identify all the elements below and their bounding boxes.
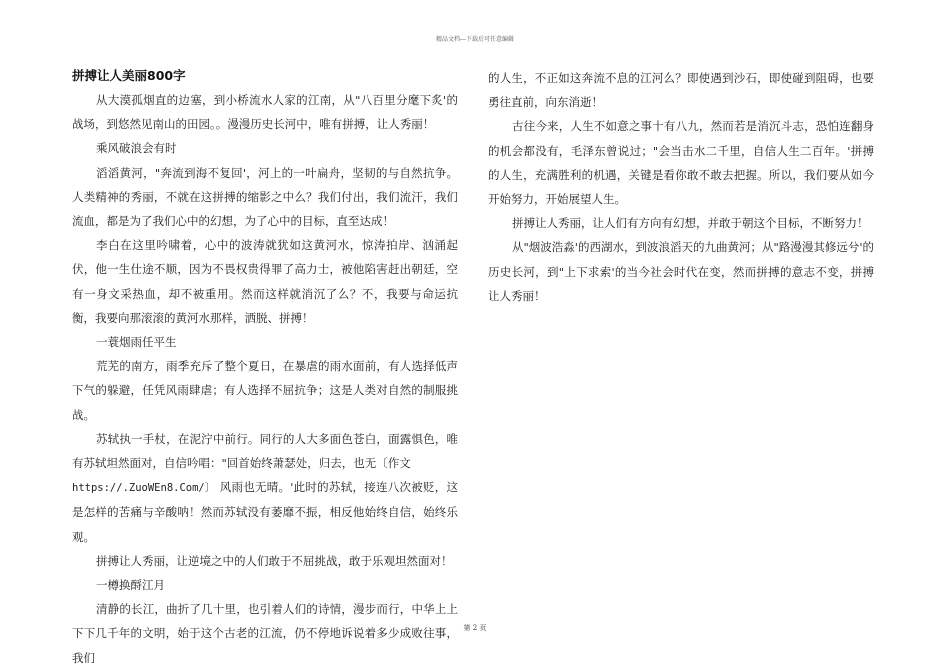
- paragraph: 滔滔黄河，"奔流到海不复回'，河上的一叶扁舟，坚韧的与自然抗争。人类精神的秀丽，不就在这拼搏的缩影之中么？我们付出，我们流汗，我们流血，都是为了我们心中的幻想，为了心中的目标，直至达成！: [72, 165, 458, 229]
- url-text: https://.ZuoWEn8.Com/〕: [72, 482, 216, 495]
- paragraph: 古往今来，人生不如意之事十有八九，然而若是消沉斗志，恐怕连翻身的机会都没有，毛泽东曾说过；"会当击水二千里，自信人生二百年。'拼搏的人生，充满胜利的机遇，关键是看你敢不敢去把握。所以，我们要从如今开始努力，开始展望人生。: [488, 119, 874, 207]
- page-header: 精品文档---下载后可任意编辑: [435, 36, 515, 43]
- paragraph: 拼搏让人秀丽，让人们有方向有幻想，并敢于朝这个目标，不断努力！: [512, 216, 869, 231]
- left-column: [72, 66, 458, 670]
- document-title: 拼搏让人美丽800字: [72, 68, 186, 83]
- paragraph-continued: 的人生，不正如这奔流不息的江河么？即使遇到沙石，即使碰到阻碍，也要勇往直前，向东消逝！: [488, 71, 874, 110]
- page-number: 第 2 页: [463, 624, 487, 632]
- paragraph: 拼搏让人秀丽，让逆境之中的人们敢于不屈挑战，敢于乐观坦然面对！: [96, 553, 453, 568]
- right-column: [488, 66, 874, 308]
- paragraph: 荒芜的南方，雨季充斥了整个夏日，在暴虐的雨水面前，有人选择低声下气的躲避，任凭风雨肆虐；有人选择不屈抗争；这是人类对自然的制服挑战。: [72, 359, 458, 422]
- section-heading: 乘风破浪会有时: [96, 141, 177, 156]
- paragraph-with-url: [72, 427, 458, 549]
- paragraph-text: 风雨也无晴。'此时的苏轼，接连八次被贬，这是怎样的苦痛与辛酸呐！然而苏轼没有萎靡不振，相反他始终自信，始终乐观。: [72, 480, 458, 544]
- section-heading: 一蓑烟雨任平生: [96, 335, 177, 350]
- section-heading: 一樽换酹江月: [96, 578, 165, 593]
- paragraph: 从"烟波浩淼'的西湖水，到波浪滔天的九曲黄河；从"路漫漫其修远兮'的历史长河，到"上下求索'的当今社会时代在变，然而拼搏的意志不变，拼搏让人秀丽！: [488, 240, 874, 303]
- paragraph: 清静的长江，曲折了几十里，也引着人们的诗情，漫步而行，中华上上下下几千年的文明，始于这个古老的江流，仍不停地诉说着多少成败往事，我们: [72, 602, 458, 665]
- paragraph: 李白在这里吟啸着，心中的波涛就犹如这黄河水，惊涛拍岸、汹涌起伏，他一生仕途不顺，因为不畏权贵得罪了高力士，被他陷害赶出朝廷，空有一身文采热血，却不被重用。然而这样就消沉了么？不，我要与命运抗衡，我要向那滚滚的黄河水那样，洒脱、拼搏！: [72, 238, 458, 325]
- paragraph-text: 苏轼执一手杖，在泥泞中前行。同行的人大多面色苍白，面露惧色，唯有苏轼坦然面对，自信吟唱："回首始终萧瑟处，归去，也无〔作文: [72, 431, 458, 471]
- paragraph: 从大漠孤烟直的边塞，到小桥流水人家的江南，从"八百里分麾下炙'的战场，到悠然见南山的田园。。漫漫历史长河中，唯有拼搏，让人秀丽！: [72, 93, 458, 132]
